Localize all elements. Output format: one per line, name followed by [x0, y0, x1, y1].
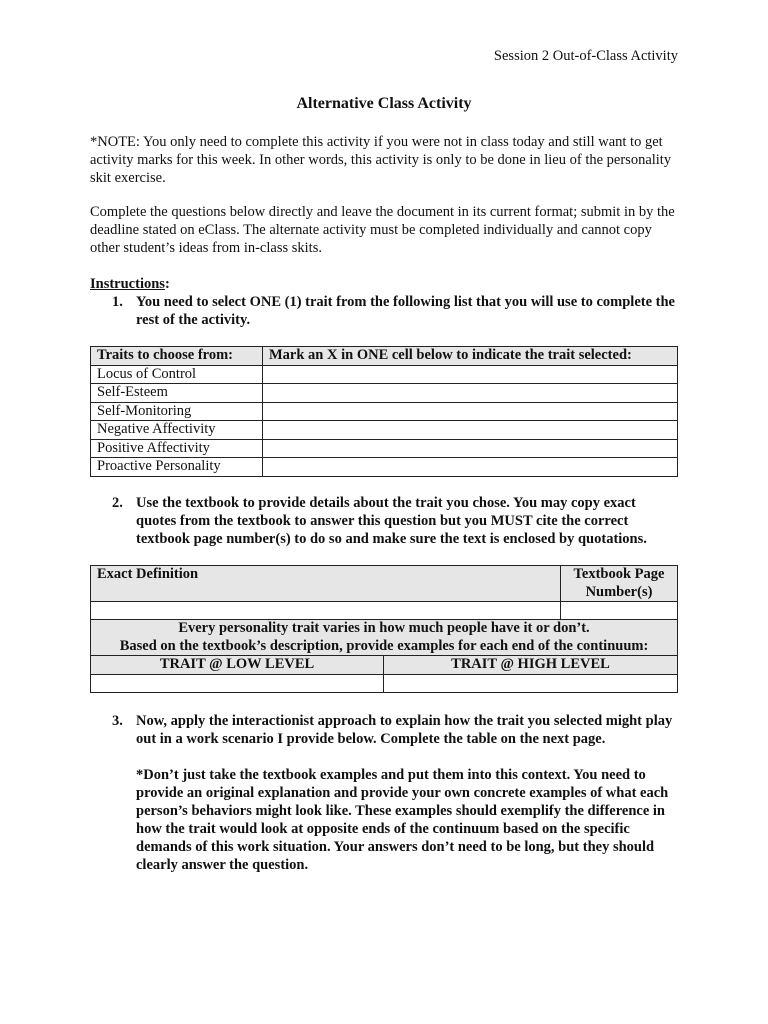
mark-cell[interactable]: [263, 439, 678, 458]
continuum-line-2: Based on the textbook’s description, provide examples for each end of the continuum:: [119, 637, 649, 654]
table-row: [91, 402, 678, 421]
continuum-line-1: Every personality trait varies in how much people have it or don’t.: [178, 620, 590, 636]
item-text: Now, apply the interactionist approach to explain how the trait you selected might play out in a work scenario I provide below. Complete the table on the next page.: [136, 713, 673, 747]
instruction-item-3: [112, 712, 677, 874]
trait-cell: Positive Affectivity: [91, 439, 263, 458]
trait-selection-table: [90, 346, 678, 477]
definition-input-cell[interactable]: [91, 602, 561, 620]
item-note: *Don’t just take the textbook examples and put them into this context. You need to provide an original explanation and provide your own concrete examples of what each person’s behaviors might look like. These examples should exemplify the difference in how the trait would look at opposite ends of the continuum based on the specific demands of this work situation. Your answers don’t need to be long, but they should clearly answer the question.: [136, 767, 669, 873]
instruction-item-2: [112, 494, 677, 548]
page-number-input-cell[interactable]: [561, 602, 678, 620]
intro-paragraph: Complete the questions below directly and leave the document in its current format; submit in by the deadline stated on eClass. The alternate activity must be completed individually and cannot copy other student’s ideas from in-class skits.: [90, 204, 675, 256]
high-level-header: TRAIT @ HIGH LEVEL: [384, 656, 678, 675]
table-row: [91, 365, 678, 384]
trait-cell: Self-Monitoring: [91, 402, 263, 421]
trait-cell: Negative Affectivity: [91, 421, 263, 440]
item-number: 1.: [112, 294, 123, 310]
exact-definition-header: Exact Definition: [91, 566, 561, 602]
continuum-instructions: [91, 620, 678, 656]
instruction-item-1: [112, 293, 677, 329]
mark-cell[interactable]: [263, 365, 678, 384]
trait-cell: Proactive Personality: [91, 458, 263, 477]
mark-cell[interactable]: [263, 402, 678, 421]
table-row: [91, 439, 678, 458]
instructions-colon: :: [164, 276, 170, 292]
trait-cell: Self-Esteem: [91, 384, 263, 403]
definition-table: [90, 565, 678, 693]
low-level-input-cell[interactable]: [91, 674, 384, 692]
mark-cell[interactable]: [263, 384, 678, 403]
table-row: [91, 458, 678, 477]
table-row: [91, 421, 678, 440]
instructions-label: Instructions: [90, 276, 165, 292]
mark-cell[interactable]: [263, 458, 678, 477]
table-row: [91, 384, 678, 403]
instructions-heading: [90, 275, 680, 293]
item-number: 3.: [112, 713, 123, 729]
low-level-header: TRAIT @ LOW LEVEL: [91, 656, 384, 675]
session-header: Session 2 Out-of-Class Activity: [493, 48, 678, 64]
page-title: Alternative Class Activity: [296, 95, 472, 112]
page-number-header: Textbook Page Number(s): [561, 566, 678, 602]
note-paragraph: *NOTE: You only need to complete this activity if you were not in class today and still want to get activity marks for this week. In other words, this activity is only to be done in lieu of the personality skit exercise.: [90, 134, 672, 186]
table-header-traits: Traits to choose from:: [91, 347, 263, 366]
item-text: Use the textbook to provide details about the trait you chose. You may copy exact quotes from the textbook to answer this question but you MUST cite the correct textbook page number(s) to do so and make sure the text is enclosed by quotations.: [136, 495, 647, 547]
high-level-input-cell[interactable]: [384, 674, 678, 692]
table-header-mark: Mark an X in ONE cell below to indicate the trait selected:: [263, 347, 678, 366]
item-text: You need to select ONE (1) trait from the following list that you will use to complete the rest of the activity.: [136, 294, 675, 328]
mark-cell[interactable]: [263, 421, 678, 440]
trait-cell: Locus of Control: [91, 365, 263, 384]
item-number: 2.: [112, 495, 123, 511]
